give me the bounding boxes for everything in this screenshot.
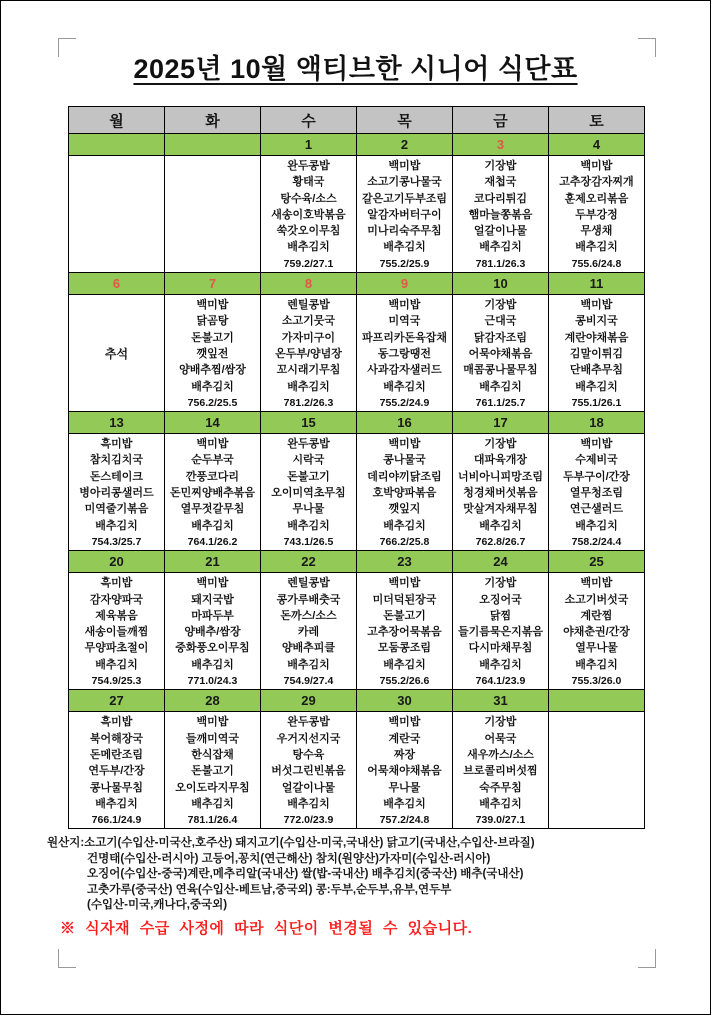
menu-item: 완두콩밥 bbox=[287, 438, 330, 451]
menu-item: 배추김치 bbox=[95, 797, 138, 810]
menu-item: 소고기콩나물국 bbox=[367, 176, 442, 189]
menu-item: 돈메란조림 bbox=[89, 748, 144, 761]
menu-item: 돈민찌양배추볶음 bbox=[169, 487, 255, 500]
origin-line: 오징어(수입산-중국)계란,메추리알(국내산) 쌀(밥-국내산) 배추김치(중국산) 배추(국내산) bbox=[87, 868, 524, 881]
menu-item: 기장밥 bbox=[484, 160, 517, 172]
menu-item: 렌틸콩밥 bbox=[287, 299, 330, 312]
menu-item: 숙주무침 bbox=[479, 781, 522, 794]
nutrition-value: 761.1/25.7 bbox=[475, 396, 526, 409]
menu-item: 근대국 bbox=[484, 315, 517, 328]
menu-item: 너비아니피망조림 bbox=[457, 470, 543, 483]
menu-item: 완두콩밥 bbox=[287, 160, 330, 172]
day-number-cell: 15 bbox=[261, 412, 357, 434]
day-number-cell: 16 bbox=[357, 412, 453, 434]
menu-cell bbox=[165, 295, 261, 412]
day-number-cell: 10 bbox=[453, 273, 549, 295]
menu-item: 배추김치 bbox=[479, 519, 522, 532]
day-number-cell: 23 bbox=[357, 551, 453, 573]
menu-cell bbox=[453, 295, 549, 412]
day-number-cell: 21 bbox=[165, 551, 261, 573]
menu-item: 고추장어묵볶음 bbox=[367, 626, 442, 639]
day-number-cell: 28 bbox=[165, 690, 261, 712]
menu-item: 배추김치 bbox=[191, 797, 234, 810]
menu-cell bbox=[357, 434, 453, 551]
menu-item: 갈은고기두부조림 bbox=[361, 192, 447, 205]
menu-item: 흑미밥 bbox=[100, 577, 133, 590]
menu-cell bbox=[357, 573, 453, 690]
menu-item: 한식잡채 bbox=[191, 748, 234, 761]
menu-item: 쑥갓오이무침 bbox=[276, 225, 341, 238]
menu-item: 사과감자샐러드 bbox=[367, 364, 442, 377]
weekday-header-thu: 목 bbox=[357, 107, 453, 134]
menu-cell bbox=[453, 573, 549, 690]
menu-item: 두부구이/간장 bbox=[563, 470, 630, 483]
menu-item: 북어해장국 bbox=[89, 732, 144, 745]
menu-item: 콩나물국 bbox=[383, 454, 426, 467]
menu-item: 다시마채무침 bbox=[468, 642, 533, 655]
menu-item: 브로콜리버섯찜 bbox=[463, 765, 538, 778]
menu-item: 소고기버섯국 bbox=[564, 593, 629, 606]
menu-item: 양배추찜/쌈장 bbox=[179, 364, 246, 377]
menu-item: 배추김치 bbox=[479, 797, 522, 810]
day-number-cell: 3 bbox=[453, 134, 549, 156]
nutrition-value: 754.3/25.7 bbox=[91, 535, 142, 548]
day-number-cell: 31 bbox=[453, 690, 549, 712]
menu-cell bbox=[165, 573, 261, 690]
day-number-cell: 1 bbox=[261, 134, 357, 156]
origin-line: (수입산-미국,캐나다,중국외) bbox=[87, 899, 228, 912]
menu-item: 닭감자조림 bbox=[473, 331, 528, 344]
menu-item: 버섯그린빈볶음 bbox=[271, 765, 346, 778]
empty-menu-cell bbox=[165, 156, 261, 273]
day-number-row bbox=[69, 273, 645, 295]
menu-item: 돈불고기 bbox=[383, 609, 426, 622]
menu-item: 콩나물무침 bbox=[89, 781, 144, 794]
menu-item: 오이미역초무침 bbox=[271, 487, 346, 500]
menu-item: 배추김치 bbox=[479, 241, 522, 254]
menu-cell bbox=[261, 573, 357, 690]
menu-item: 무양파초절이 bbox=[84, 642, 149, 655]
menu-item: 미더덕된장국 bbox=[372, 593, 437, 606]
menu-item: 탕수육/소스 bbox=[280, 192, 337, 205]
day-number-cell: 24 bbox=[453, 551, 549, 573]
menu-cell bbox=[69, 434, 165, 551]
empty-menu-cell bbox=[69, 156, 165, 273]
menu-item: 백미밥 bbox=[388, 299, 421, 312]
weekday-header-fri: 금 bbox=[453, 107, 549, 134]
menu-item: 배추김치 bbox=[575, 241, 618, 254]
empty-menu-cell bbox=[549, 712, 645, 829]
nutrition-value: 759.2/27.1 bbox=[283, 257, 334, 270]
menu-item: 모둠콩조림 bbox=[377, 642, 432, 655]
empty-day-number-cell bbox=[165, 134, 261, 156]
day-number-cell: 6 bbox=[69, 273, 165, 295]
menu-item: 청경채버섯볶음 bbox=[463, 487, 538, 500]
menu-item: 황태국 bbox=[292, 176, 325, 189]
menu-item: 백미밥 bbox=[196, 716, 229, 729]
menu-item: 새송이들깨찜 bbox=[84, 626, 149, 639]
menu-item: 배추김치 bbox=[95, 658, 138, 671]
nutrition-value: 764.1/23.9 bbox=[475, 675, 526, 688]
menu-item: 들기름묵은지볶음 bbox=[457, 626, 543, 639]
day-number-cell: 11 bbox=[549, 273, 645, 295]
crop-mark-bottom-left bbox=[58, 949, 76, 968]
menu-item: 우거지선지국 bbox=[276, 732, 341, 745]
menu-item: 대파육개장 bbox=[473, 454, 528, 467]
menu-item: 연두부/간장 bbox=[88, 765, 145, 778]
menu-cell bbox=[69, 712, 165, 829]
weekday-header-tue: 화 bbox=[165, 107, 261, 134]
menu-item: 깻잎전 bbox=[196, 347, 229, 360]
menu-item: 콩가루배춧국 bbox=[276, 593, 341, 606]
menu-item: 기장밥 bbox=[484, 577, 517, 590]
menu-item: 미역줄기볶음 bbox=[84, 503, 149, 516]
holiday-cell: 추석 bbox=[69, 295, 165, 412]
menu-item: 기장밥 bbox=[484, 716, 517, 729]
menu-item: 기장밥 bbox=[484, 438, 517, 451]
menu-item: 배추김치 bbox=[575, 380, 618, 393]
day-number-cell: 30 bbox=[357, 690, 453, 712]
menu-item: 깐풍코다리 bbox=[185, 470, 240, 483]
menu-item: 어묵국 bbox=[484, 732, 517, 745]
day-number-cell: 7 bbox=[165, 273, 261, 295]
menu-item: 순두부국 bbox=[191, 454, 234, 467]
day-menu-row bbox=[69, 573, 645, 690]
menu-item: 계란국 bbox=[388, 732, 421, 745]
menu-item: 돈불고기 bbox=[191, 765, 234, 778]
menu-item: 배추김치 bbox=[287, 380, 330, 393]
menu-item: 햄마늘쫑볶음 bbox=[468, 208, 533, 221]
menu-item: 양배추/쌈장 bbox=[184, 626, 241, 639]
menu-item: 무생채 bbox=[580, 225, 613, 238]
menu-cell bbox=[549, 434, 645, 551]
menu-item: 깻잎지 bbox=[388, 503, 421, 516]
menu-item: 백미밥 bbox=[388, 438, 421, 451]
menu-item: 들깨미역국 bbox=[185, 732, 240, 745]
menu-item: 동그랑땡전 bbox=[377, 347, 432, 360]
menu-cell bbox=[549, 295, 645, 412]
menu-item: 꼬시래기무침 bbox=[276, 364, 341, 377]
nutrition-value: 757.2/24.8 bbox=[379, 814, 430, 827]
menu-cell bbox=[453, 156, 549, 273]
day-number-cell: 2 bbox=[357, 134, 453, 156]
origin-label: 원산지: bbox=[47, 837, 85, 850]
menu-item: 제육볶음 bbox=[95, 609, 138, 622]
menu-cell bbox=[357, 712, 453, 829]
day-number-row bbox=[69, 551, 645, 573]
menu-item: 코다리튀김 bbox=[473, 192, 528, 205]
day-number-cell: 4 bbox=[549, 134, 645, 156]
menu-item: 오징어국 bbox=[479, 593, 522, 606]
menu-item: 렌틸콩밥 bbox=[287, 577, 330, 590]
menu-item: 중화풍오이무침 bbox=[175, 642, 250, 655]
menu-item: 흑미밥 bbox=[100, 716, 133, 729]
menu-item: 돈불고기 bbox=[287, 470, 330, 483]
menu-item: 돈불고기 bbox=[191, 331, 234, 344]
menu-item: 배추김치 bbox=[383, 241, 426, 254]
origin-line: 건명태(수입산-러시아) 고등어,꽁치(연근해산) 참치(원양산)가자미(수입산-러시아) bbox=[87, 852, 491, 865]
menu-item: 파프리카돈육잡채 bbox=[361, 331, 447, 344]
menu-cell bbox=[453, 712, 549, 829]
menu-item: 훈제오리볶음 bbox=[564, 192, 629, 205]
nutrition-value: 762.8/26.7 bbox=[475, 535, 526, 548]
day-number-row bbox=[69, 134, 645, 156]
menu-item: 백미밥 bbox=[196, 438, 229, 451]
menu-item: 알감자버터구이 bbox=[367, 208, 442, 221]
menu-item: 백미밥 bbox=[580, 577, 613, 590]
day-number-cell: 18 bbox=[549, 412, 645, 434]
menu-item: 데리야끼닭조림 bbox=[367, 470, 442, 483]
day-number-cell: 20 bbox=[69, 551, 165, 573]
day-number-cell: 25 bbox=[549, 551, 645, 573]
menu-item: 양배추피클 bbox=[281, 642, 336, 655]
menu-item: 시락국 bbox=[292, 454, 325, 467]
menu-item: 얼갈이나물 bbox=[281, 781, 336, 794]
weekday-header-wed: 수 bbox=[261, 107, 357, 134]
menu-item: 새우까스/소스 bbox=[467, 748, 534, 761]
day-menu-row bbox=[69, 156, 645, 273]
menu-item: 야채춘권/간장 bbox=[563, 626, 630, 639]
menu-cell bbox=[261, 434, 357, 551]
menu-item: 배추김치 bbox=[383, 519, 426, 532]
menu-item: 백미밥 bbox=[580, 160, 613, 172]
meal-calendar-table bbox=[68, 106, 645, 829]
nutrition-value: 754.9/27.4 bbox=[283, 675, 334, 688]
menu-item: 가자미구이 bbox=[281, 331, 336, 344]
menu-item: 연근샐러드 bbox=[569, 503, 624, 516]
menu-item: 배추김치 bbox=[479, 658, 522, 671]
menu-item: 열무젓갈무침 bbox=[180, 503, 245, 516]
menu-item: 무나물 bbox=[388, 781, 421, 794]
menu-cell bbox=[261, 156, 357, 273]
weekday-header-mon: 월 bbox=[69, 107, 165, 134]
calendar-body bbox=[69, 134, 645, 829]
nutrition-value: 781.2/26.3 bbox=[283, 396, 334, 409]
menu-item: 어묵채야채볶음 bbox=[367, 765, 442, 778]
menu-item: 미나리숙주무침 bbox=[367, 225, 442, 238]
menu-item: 단배추무침 bbox=[569, 364, 624, 377]
menu-item: 백미밥 bbox=[196, 577, 229, 590]
menu-item: 배추김치 bbox=[191, 658, 234, 671]
menu-item: 계란야채볶음 bbox=[564, 331, 629, 344]
menu-item: 배추김치 bbox=[287, 658, 330, 671]
day-menu-row bbox=[69, 295, 645, 412]
nutrition-value: 781.1/26.4 bbox=[187, 814, 238, 827]
menu-item: 짜장 bbox=[393, 748, 416, 761]
menu-item: 배추김치 bbox=[191, 519, 234, 532]
nutrition-value: 766.2/25.8 bbox=[379, 535, 430, 548]
nutrition-value: 756.2/25.5 bbox=[187, 396, 238, 409]
day-number-row bbox=[69, 690, 645, 712]
menu-item: 김말이튀김 bbox=[569, 347, 624, 360]
origin-line: 고춧가루(중국산) 연육(수입산-베트남,중국외) 콩:두부,순두부,유부,연두부 bbox=[87, 883, 452, 896]
menu-item: 탕수육 bbox=[292, 748, 325, 761]
page-title: 2025년 10월 액티브한 시니어 식단표 bbox=[133, 54, 578, 84]
empty-day-number-cell bbox=[69, 134, 165, 156]
menu-item: 두부강정 bbox=[575, 208, 618, 221]
menu-item: 배추김치 bbox=[95, 519, 138, 532]
menu-item: 흑미밥 bbox=[100, 438, 133, 451]
day-number-row bbox=[69, 412, 645, 434]
nutrition-value: 755.1/26.1 bbox=[571, 396, 622, 409]
menu-item: 닭곰탕 bbox=[196, 315, 229, 328]
menu-item: 배추김치 bbox=[383, 658, 426, 671]
menu-item: 병아리콩샐러드 bbox=[79, 487, 154, 500]
menu-cell bbox=[549, 573, 645, 690]
menu-cell bbox=[549, 156, 645, 273]
menu-item: 무나물 bbox=[292, 503, 325, 516]
nutrition-value: 755.2/25.9 bbox=[379, 257, 430, 270]
menu-item: 백미밥 bbox=[580, 438, 613, 451]
day-number-cell: 9 bbox=[357, 273, 453, 295]
menu-item: 재첩국 bbox=[484, 176, 517, 189]
menu-item: 미역국 bbox=[388, 315, 421, 328]
day-number-cell: 17 bbox=[453, 412, 549, 434]
menu-item: 백미밥 bbox=[388, 577, 421, 590]
menu-item: 열무청조림 bbox=[569, 487, 624, 500]
menu-item: 배추김치 bbox=[575, 519, 618, 532]
menu-item: 완두콩밥 bbox=[287, 716, 330, 729]
empty-day-number-cell bbox=[549, 690, 645, 712]
menu-item: 열무나물 bbox=[575, 642, 618, 655]
nutrition-value: 743.1/26.5 bbox=[283, 535, 334, 548]
menu-item: 배추김치 bbox=[479, 380, 522, 393]
menu-item: 소고기뭇국 bbox=[281, 315, 336, 328]
day-menu-row bbox=[69, 712, 645, 829]
menu-item: 참치김치국 bbox=[89, 454, 144, 467]
menu-item: 고추장감자찌개 bbox=[559, 176, 634, 189]
nutrition-value: 771.0/24.3 bbox=[187, 675, 238, 688]
menu-item: 기장밥 bbox=[484, 299, 517, 312]
menu-change-notice: ※ 식자재 수급 사정에 따라 식단이 변경될 수 있습니다. bbox=[60, 919, 473, 937]
nutrition-value: 766.1/24.9 bbox=[91, 814, 142, 827]
crop-mark-top-left bbox=[58, 38, 76, 57]
nutrition-value: 754.9/25.3 bbox=[91, 675, 142, 688]
nutrition-value: 764.1/26.2 bbox=[187, 535, 238, 548]
day-number-cell: 29 bbox=[261, 690, 357, 712]
menu-item: 배추김치 bbox=[287, 241, 330, 254]
menu-item: 매콤콩나물무침 bbox=[463, 364, 538, 377]
menu-cell bbox=[357, 295, 453, 412]
menu-item: 새송이호박볶음 bbox=[271, 208, 346, 221]
weekday-header-sat: 토 bbox=[549, 107, 645, 134]
nutrition-value: 755.2/26.6 bbox=[379, 675, 430, 688]
menu-cell bbox=[357, 156, 453, 273]
menu-item: 배추김치 bbox=[383, 797, 426, 810]
nutrition-value: 758.2/24.4 bbox=[571, 535, 622, 548]
menu-item: 수제비국 bbox=[575, 454, 618, 467]
nutrition-value: 755.6/24.8 bbox=[571, 257, 622, 270]
menu-item: 배추김치 bbox=[191, 380, 234, 393]
nutrition-value: 781.1/26.3 bbox=[475, 257, 526, 270]
day-number-cell: 8 bbox=[261, 273, 357, 295]
weekday-header-row bbox=[69, 107, 645, 134]
nutrition-value: 755.3/26.0 bbox=[571, 675, 622, 688]
origin-line bbox=[47, 836, 677, 852]
menu-item: 배추김치 bbox=[383, 380, 426, 393]
crop-mark-bottom-right bbox=[638, 949, 656, 968]
day-number-cell: 27 bbox=[69, 690, 165, 712]
menu-item: 카레 bbox=[297, 626, 320, 639]
day-number-cell: 22 bbox=[261, 551, 357, 573]
menu-cell bbox=[261, 712, 357, 829]
menu-cell bbox=[165, 434, 261, 551]
menu-cell bbox=[453, 434, 549, 551]
origin-line-text: 소고기(수입산-미국산,호주산) 돼지고기(수입산-미국,국내산) 닭고기(국내산,수입산-브라질) bbox=[84, 837, 535, 850]
menu-item: 계란찜 bbox=[580, 609, 613, 622]
menu-item: 백미밥 bbox=[388, 160, 421, 172]
menu-item: 마파두부 bbox=[191, 609, 234, 622]
menu-item: 얼갈이나물 bbox=[473, 225, 528, 238]
menu-item: 배추김치 bbox=[287, 519, 330, 532]
crop-mark-top-right bbox=[638, 38, 656, 57]
menu-item: 감자양파국 bbox=[89, 593, 144, 606]
menu-cell bbox=[69, 573, 165, 690]
menu-item: 백미밥 bbox=[196, 299, 229, 312]
menu-item: 온두부/양념장 bbox=[275, 347, 342, 360]
nutrition-value: 772.0/23.9 bbox=[283, 814, 334, 827]
day-number-cell: 14 bbox=[165, 412, 261, 434]
menu-cell bbox=[165, 712, 261, 829]
menu-item: 백미밥 bbox=[388, 716, 421, 729]
nutrition-value: 755.2/24.9 bbox=[379, 396, 430, 409]
menu-item: 닭찜 bbox=[489, 609, 512, 622]
menu-item: 호박양파볶음 bbox=[372, 487, 437, 500]
menu-item: 배추김치 bbox=[575, 658, 618, 671]
menu-cell bbox=[261, 295, 357, 412]
menu-item: 돈스테이크 bbox=[89, 470, 144, 483]
menu-item: 맛살겨자채무침 bbox=[463, 503, 538, 516]
menu-item: 배추김치 bbox=[287, 797, 330, 810]
menu-item: 오이도라지무침 bbox=[175, 781, 250, 794]
menu-item: 어묵야채볶음 bbox=[468, 347, 533, 360]
menu-item: 돈까스/소스 bbox=[280, 609, 337, 622]
menu-item: 백미밥 bbox=[580, 299, 613, 312]
origin-section bbox=[47, 836, 677, 936]
menu-item: 돼지국밥 bbox=[191, 593, 234, 606]
day-number-cell: 13 bbox=[69, 412, 165, 434]
nutrition-value: 739.0/27.1 bbox=[475, 814, 526, 827]
menu-item: 콩비지국 bbox=[575, 315, 618, 328]
day-menu-row bbox=[69, 434, 645, 551]
